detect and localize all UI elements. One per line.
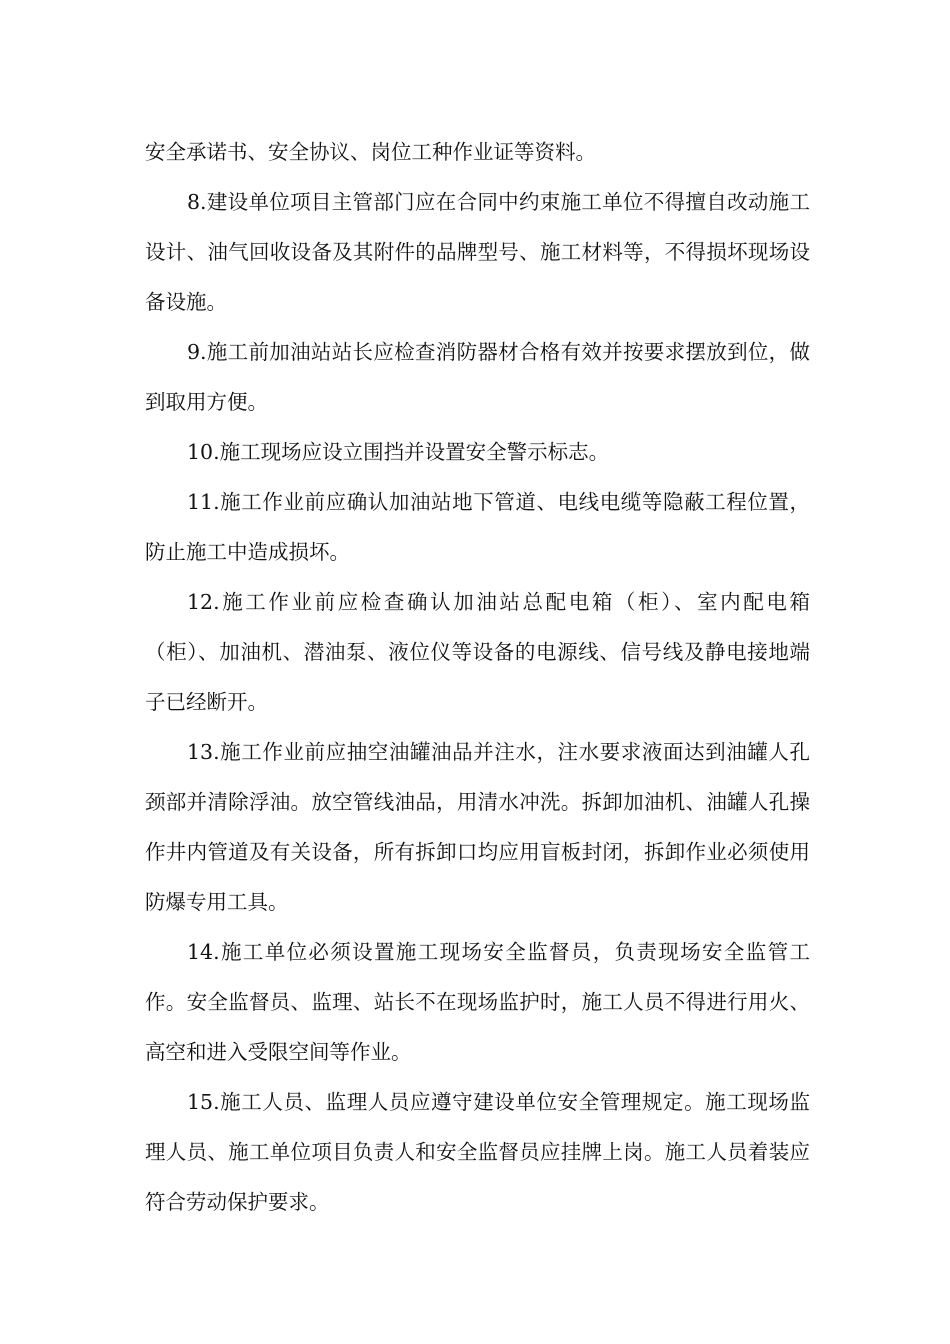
paragraph-item-11: 11.施工作业前应确认加油站地下管道、电线电缆等隐蔽工程位置，防止施工中造成损坏。 xyxy=(145,490,810,564)
paragraph-item-10: 10.施工现场应设立围挡并设置安全警示标志。 xyxy=(187,440,610,464)
paragraph-item-12: 12.施工作业前应检查确认加油站总配电箱（柜）、室内配电箱（柜）、加油机、潜油泵、液位仪等设备的电源线、信号线及静电接地端子已经断开。 xyxy=(145,590,810,714)
paragraph-item-15: 15.施工人员、监理人员应遵守建设单位安全管理规定。施工现场监理人员、施工单位项目负责人和安全监督员应挂牌上岗。施工人员着装应符合劳动保护要求。 xyxy=(145,1090,810,1214)
paragraph-item-8: 8.建设单位项目主管部门应在合同中约束施工单位不得擅自改动施工设计、油气回收设备及其附件的品牌型号、施工材料等，不得损坏现场设备设施。 xyxy=(145,190,810,314)
document-body xyxy=(145,127,810,1227)
paragraph-item-14: 14.施工单位必须设置施工现场安全监督员，负责现场安全监管工作。安全监督员、监理、站长不在现场监护时，施工人员不得进行用火、高空和进入受限空间等作业。 xyxy=(145,940,810,1064)
paragraph-item-13: 13.施工作业前应抽空油罐油品并注水，注水要求液面达到油罐人孔颈部并清除浮油。放空管线油品，用清水冲洗。拆卸加油机、油罐人孔操作井内管道及有关设备，所有拆卸口均应用盲板封闭，拆卸作业必须使用防爆专用工具。 xyxy=(145,740,810,914)
paragraph-item-9: 9.施工前加油站站长应检查消防器材合格有效并按要求摆放到位，做到取用方便。 xyxy=(145,340,810,414)
paragraph-continuation: 安全承诺书、安全协议、岗位工种作业证等资料。 xyxy=(145,140,596,164)
